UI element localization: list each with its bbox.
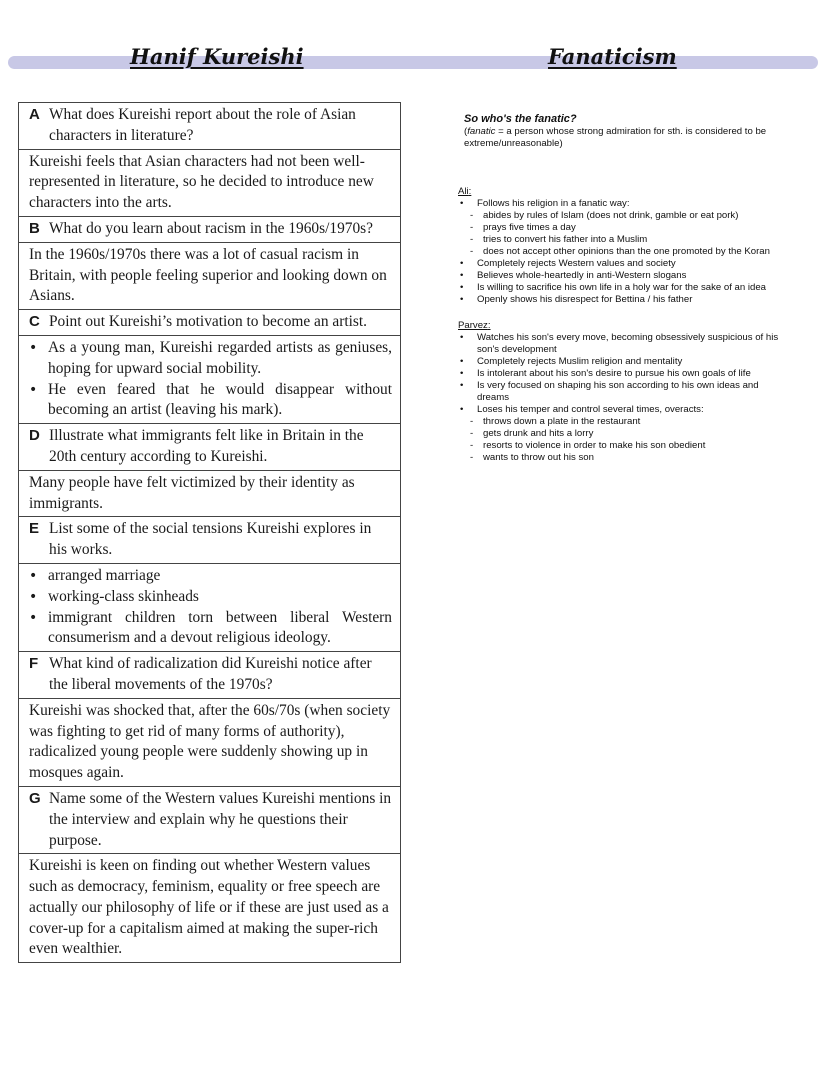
list-subitem: - abides by rules of Islam (does not drink, gamble or eat pork)	[458, 210, 788, 222]
list-item: • As a young man, Kureishi regarded artists as geniuses, hoping for upward social mobility.	[29, 338, 392, 380]
list-subitem: - resorts to violence in order to make his son obedient	[458, 440, 788, 452]
question-g	[19, 786, 400, 853]
question-letter: G	[29, 789, 41, 807]
list-subitem: - tries to convert his father into a Muslim	[458, 234, 788, 246]
answer-e	[19, 563, 400, 651]
left-title: Hanif Kureishi	[130, 44, 304, 69]
question-letter: F	[29, 655, 39, 673]
question-e	[19, 516, 400, 563]
list-item: • Completely rejects Muslim religion and mentality	[458, 356, 788, 368]
question-letter: B	[29, 219, 40, 237]
list-subitem: - gets drunk and hits a lorry	[458, 428, 788, 440]
list-item: • Loses his temper and control several times, overacts:	[458, 404, 788, 416]
qa-table	[18, 102, 401, 963]
question-text: Illustrate what immigrants felt like in Britain in the 20th century according to Kureishi.	[49, 427, 364, 465]
question-letter: A	[29, 106, 40, 123]
list-item: • Openly shows his disrespect for Bettina / his father	[458, 294, 788, 306]
answer-d: Many people have felt victimized by their identity as immigrants.	[19, 470, 400, 517]
fanatic-definition: (fanatic = a person whose strong admiration for sth. is considered to be extreme/unreasonable)	[464, 126, 767, 149]
question-f	[19, 651, 400, 698]
question-letter: C	[29, 313, 40, 331]
question-a	[19, 102, 400, 149]
answer-c	[19, 335, 400, 423]
fanaticism-notes	[458, 112, 788, 464]
question-text: List some of the social tensions Kureishi explores in his works.	[49, 520, 372, 559]
question-text: Point out Kureishi’s motivation to become an artist.	[49, 313, 368, 331]
list-item: • Is intolerant about his son's desire to pursue his own goals of life	[458, 368, 788, 380]
list-item: • arranged marriage	[29, 566, 392, 587]
list-subitem: - throws down a plate in the restaurant	[458, 416, 788, 428]
answer-g: Kureishi is keen on finding out whether Western values such as democracy, feminism, equality or free speech are actually our philosophy of life or if these are just used as a cover-up for a capitalism aimed at making the super-rich even wealthier.	[19, 853, 400, 963]
list-item: • immigrant children torn between liberal Western consumerism and a devout religious ideology.	[29, 608, 392, 650]
list-item: • Is very focused on shaping his son according to his own ideas and dreams	[458, 380, 788, 404]
question-text: Name some of the Western values Kureishi mentions in the interview and explain why he questions their purpose.	[49, 789, 392, 849]
question-text: What does Kureishi report about the role of Asian characters in literature?	[49, 106, 356, 144]
definition-text: = a person whose strong admiration for sth. is considered to be extreme/unreasonable)	[464, 126, 767, 149]
notes-heading: So who's the fanatic?	[464, 113, 577, 125]
question-text: What kind of radicalization did Kureishi notice after the liberal movements of the 1970s?	[49, 655, 372, 693]
answer-b: In the 1960s/1970s there was a lot of casual racism in Britain, with people feeling superior and looking down on Asians.	[19, 242, 400, 309]
question-b	[19, 216, 400, 242]
list-subitem: - wants to throw out his son	[458, 452, 788, 464]
parvez-heading: Parvez:	[458, 320, 491, 331]
list-item: • working-class skinheads	[29, 587, 392, 608]
answer-f: Kureishi was shocked that, after the 60s/70s (when society was fighting to get rid of many forms of authority), radicalized young people were suddenly showing up in mosques again.	[19, 698, 400, 786]
list-subitem: - does not accept other opinions than the one promoted by the Koran	[458, 246, 788, 258]
defined-term: fanatic	[467, 126, 496, 137]
list-item: • Completely rejects Western values and society	[458, 258, 788, 270]
question-letter: E	[29, 520, 40, 538]
question-d	[19, 423, 400, 470]
list-item: • Follows his religion in a fanatic way:	[458, 198, 788, 210]
answer-a: Kureishi feels that Asian characters had not been well-represented in literature, so he decided to introduce new characters into the arts.	[19, 149, 400, 216]
list-item: • He even feared that he would disappear without becoming an artist (leaving his mark).	[29, 380, 392, 422]
question-letter: D	[29, 427, 40, 445]
right-title: Fanaticism	[548, 44, 677, 69]
list-subitem: - prays five times a day	[458, 222, 788, 234]
question-text: What do you learn about racism in the 1960s/1970s?	[49, 219, 373, 237]
list-item: • Watches his son's every move, becoming obsessively suspicious of his son's development	[458, 332, 788, 356]
list-item: • Is willing to sacrifice his own life in a holy war for the sake of an idea	[458, 282, 788, 294]
ali-heading: Ali:	[458, 186, 472, 197]
question-c	[19, 309, 400, 335]
list-item: • Believes whole-heartedly in anti-Western slogans	[458, 270, 788, 282]
